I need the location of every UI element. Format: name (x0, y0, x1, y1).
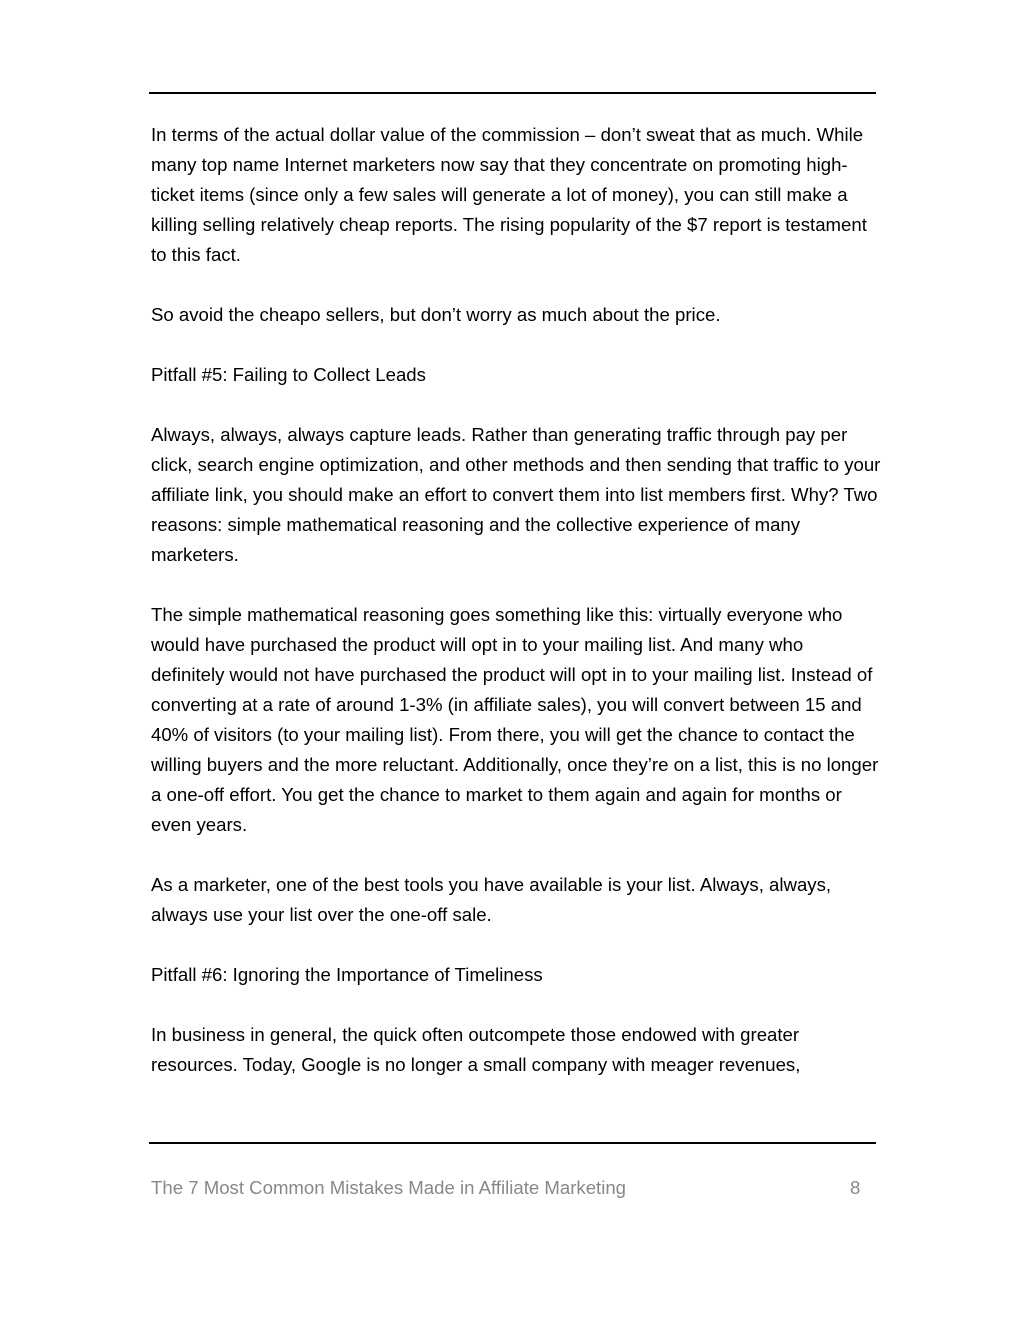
page-number: 8 (850, 1177, 861, 1198)
paragraph-use-list: As a marketer, one of the best tools you have available is your list. Always, always, always use your list over the one-off sale. (151, 874, 832, 925)
footer-rule (149, 1142, 876, 1144)
heading-pitfall-6: Pitfall #6: Ignoring the Importance of Timeliness (151, 964, 543, 985)
paragraph-capture-leads: Always, always, always capture leads. Rather than generating traffic through pay per click, search engine optimization, and other methods and then sending that traffic to your affiliate link, you should make an effort to convert them into list members first. Why? Two reasons: simple mathematical reasoning and the collective experience of many marketers. (151, 424, 881, 565)
header-rule (149, 92, 876, 94)
paragraph-commission: In terms of the actual dollar value of the commission – don’t sweat that as much. While many top name Internet marketers now say that they concentrate on promoting high-ticket items (since only a few sales will generate a lot of money), you can still make a killing selling relatively cheap reports. The rising popularity of the $7 report is testament to this fact. (151, 124, 867, 265)
heading-pitfall-5: Pitfall #5: Failing to Collect Leads (151, 364, 426, 385)
paragraph-math-reasoning: The simple mathematical reasoning goes something like this: virtually everyone who would have purchased the product will opt in to your mailing list. And many who definitely would not have purchased the product will opt in to your mailing list. Instead of converting at a rate of around 1-3% (in affiliate sales), you will convert between 15 and 40% of visitors (to your mailing list). From there, you will get the chance to contact the willing buyers and the more reluctant. Additionally, once they’re on a list, this is no longer a one-off effort. You get the chance to market to them again and again for months or even years. (151, 604, 879, 835)
paragraph-timeliness: In business in general, the quick often outcompete those endowed with greater resources. Today, Google is no longer a small company with meager revenues, (151, 1024, 801, 1075)
footer-title: The 7 Most Common Mistakes Made in Affiliate Marketing (151, 1177, 627, 1198)
page-body (151, 120, 881, 1110)
paragraph-avoid-cheapo: So avoid the cheapo sellers, but don’t worry as much about the price. (151, 304, 721, 325)
